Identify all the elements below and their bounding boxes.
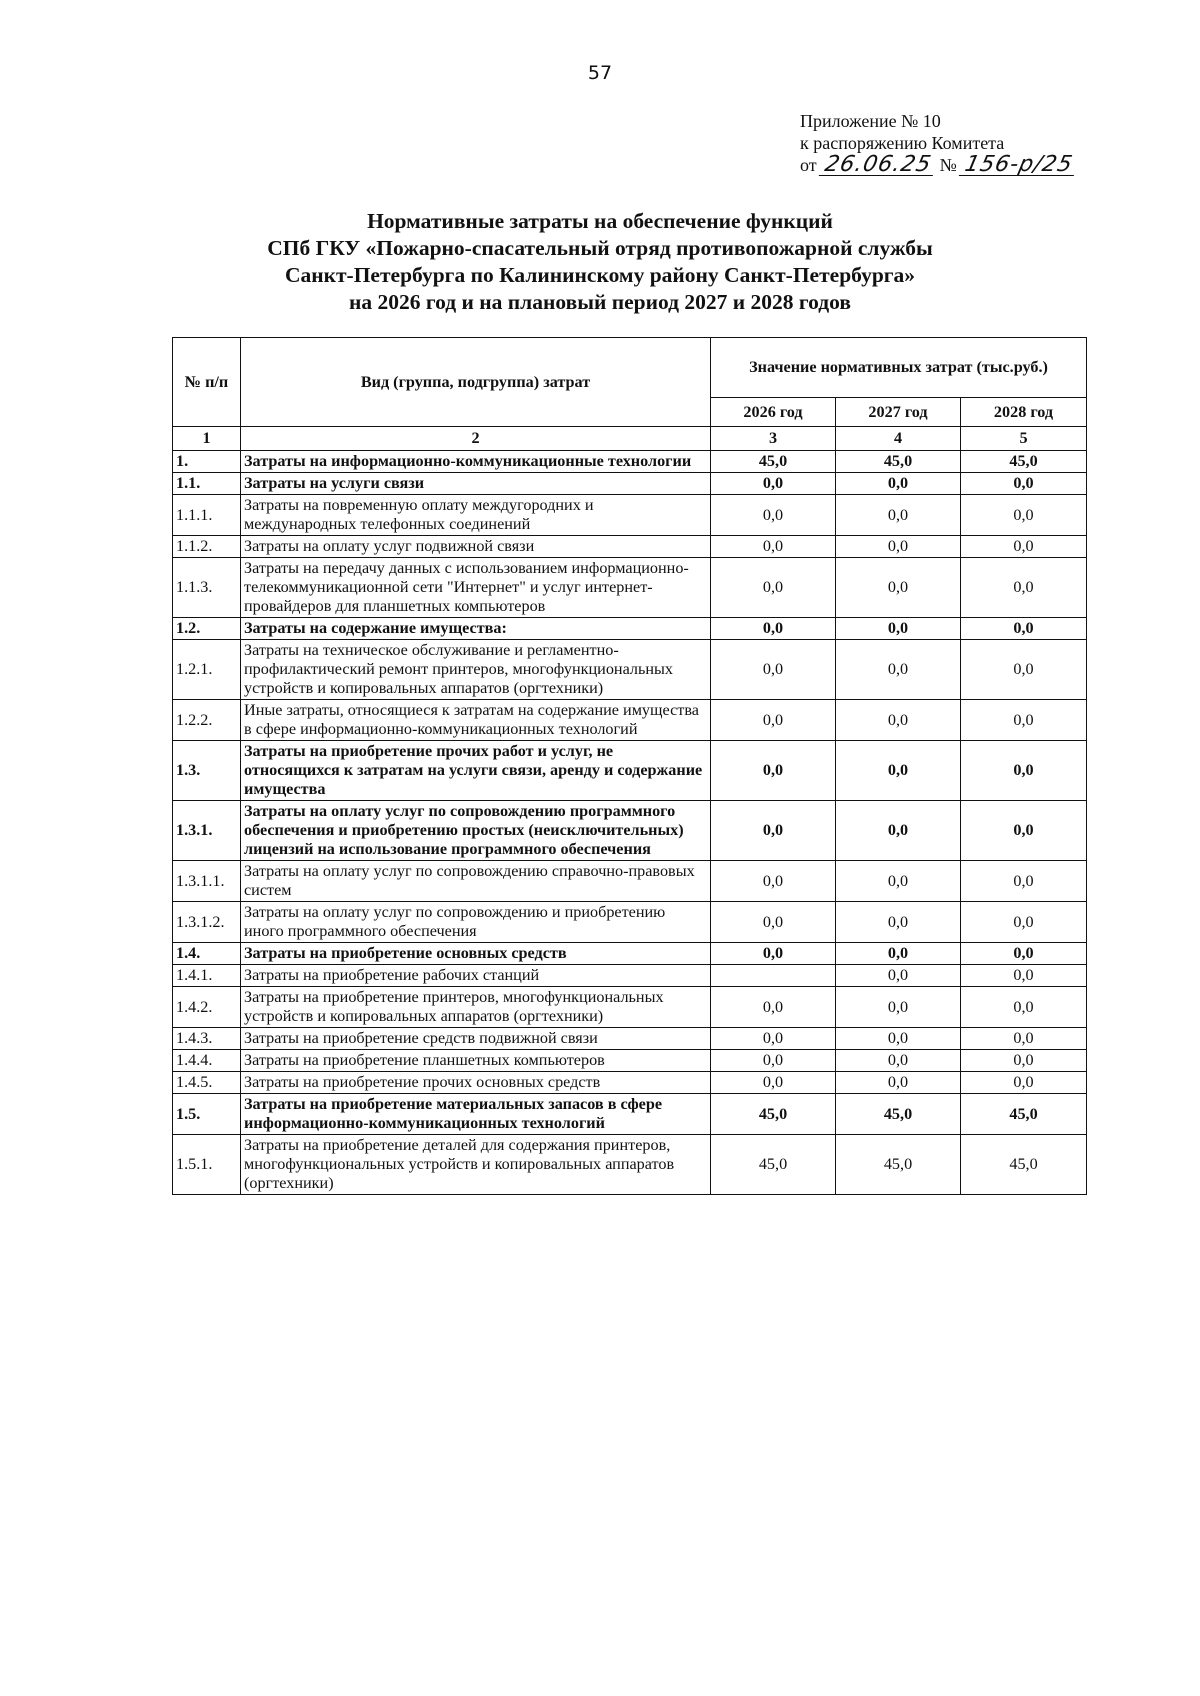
row-name: Затраты на приобретение основных средств [241,943,711,965]
row-name: Иные затраты, относящиеся к затратам на содержание имущества в сфере информационно-коммуникационных технологий [241,700,711,741]
row-name: Затраты на приобретение материальных запасов в сфере информационно-коммуникационных технологий [241,1094,711,1135]
value-2028: 0,0 [961,1050,1087,1072]
value-2026: 0,0 [711,1072,836,1094]
value-2026: 0,0 [711,618,836,640]
table-row [173,741,1087,801]
value-2027: 0,0 [836,943,961,965]
value-2027: 0,0 [836,801,961,861]
column-index: 3 [711,427,836,451]
table-row [173,943,1087,965]
row-number: 1.1.3. [173,558,241,618]
value-2028: 0,0 [961,902,1087,943]
value-2028: 0,0 [961,640,1087,700]
value-2026: 0,0 [711,902,836,943]
value-2026: 0,0 [711,741,836,801]
appendix-date-number [800,154,1077,176]
value-2026: 0,0 [711,1028,836,1050]
row-name: Затраты на оплату услуг по сопровождению справочно-правовых систем [241,861,711,902]
value-2028: 0,0 [961,741,1087,801]
value-2026: 0,0 [711,987,836,1028]
row-number: 1.4.5. [173,1072,241,1094]
row-number: 1.2.2. [173,700,241,741]
value-2026: 0,0 [711,473,836,495]
value-2028: 45,0 [961,1135,1087,1195]
value-2026: 0,0 [711,1050,836,1072]
row-number: 1.4.2. [173,987,241,1028]
value-2028: 45,0 [961,1094,1087,1135]
row-number: 1.3. [173,741,241,801]
row-number: 1.2.1. [173,640,241,700]
row-number: 1.3.1. [173,801,241,861]
value-2028: 0,0 [961,495,1087,536]
table-row [173,1135,1087,1195]
row-name: Затраты на приобретение деталей для содержания принтеров, многофункциональных устройств и копировальных аппаратов (оргтехники) [241,1135,711,1195]
value-2026: 0,0 [711,558,836,618]
date-prefix: от [800,155,817,175]
table-row [173,861,1087,902]
header-2028: 2028 год [961,398,1087,427]
appendix-reference: к распоряжению Комитета [800,133,1005,153]
row-number: 1.5.1. [173,1135,241,1195]
header-2026: 2026 год [711,398,836,427]
row-number: 1.4. [173,943,241,965]
column-index: 4 [836,427,961,451]
value-2026: 45,0 [711,1135,836,1195]
row-name: Затраты на передачу данных с использованием информационно-телекоммуникационной сети "Интернет" и услуг интернет-провайдеров для планшетных компьютеров [241,558,711,618]
value-2028: 0,0 [961,965,1087,987]
value-2028: 0,0 [961,618,1087,640]
value-2028: 0,0 [961,558,1087,618]
table-row [173,495,1087,536]
value-2028: 0,0 [961,943,1087,965]
value-2027: 0,0 [836,640,961,700]
row-name: Затраты на приобретение принтеров, многофункциональных устройств и копировальных аппаратов (оргтехники) [241,987,711,1028]
row-name: Затраты на оплату услуг по сопровождению программного обеспечения и приобретению простых (неисключительных) лицензий на использование программного обеспечения [241,801,711,861]
value-2027: 45,0 [836,1094,961,1135]
value-2026: 0,0 [711,536,836,558]
table-row [173,618,1087,640]
value-2026 [711,965,836,987]
row-number: 1.2. [173,618,241,640]
row-name: Затраты на информационно-коммуникационные технологии [241,451,711,473]
table-row [173,1050,1087,1072]
row-name: Затраты на приобретение планшетных компьютеров [241,1050,711,1072]
table-row [173,451,1087,473]
value-2027: 45,0 [836,1135,961,1195]
value-2026: 45,0 [711,1094,836,1135]
header-kind: Вид (группа, подгруппа) затрат [241,338,711,427]
row-name: Затраты на услуги связи [241,473,711,495]
value-2027: 0,0 [836,558,961,618]
table-row [173,473,1087,495]
table-row [173,801,1087,861]
value-2026: 45,0 [711,451,836,473]
row-number: 1.1.2. [173,536,241,558]
handwritten-date: 26.06.25 [819,155,937,176]
value-2028: 0,0 [961,987,1087,1028]
table-row [173,558,1087,618]
value-2027: 0,0 [836,902,961,943]
column-index: 5 [961,427,1087,451]
norm-costs-table [172,337,1087,1195]
table-row [173,640,1087,700]
appendix-block [800,110,1077,176]
value-2027: 0,0 [836,495,961,536]
value-2028: 0,0 [961,700,1087,741]
value-2027: 45,0 [836,451,961,473]
row-name: Затраты на техническое обслуживание и регламентно-профилактический ремонт принтеров, многофункциональных устройств и копировальных аппаратов (оргтехники) [241,640,711,700]
value-2027: 0,0 [836,741,961,801]
appendix-title: Приложение № 10 [800,111,941,131]
header-num: № п/п [173,338,241,427]
value-2028: 0,0 [961,1072,1087,1094]
value-2027: 0,0 [836,473,961,495]
row-number: 1.4.4. [173,1050,241,1072]
value-2027: 0,0 [836,1028,961,1050]
row-number: 1.1. [173,473,241,495]
value-2026: 0,0 [711,700,836,741]
number-prefix: № [939,155,957,175]
row-number: 1.3.1.2. [173,902,241,943]
row-name: Затраты на приобретение рабочих станций [241,965,711,987]
table-row [173,700,1087,741]
row-name: Затраты на оплату услуг подвижной связи [241,536,711,558]
value-2027: 0,0 [836,700,961,741]
table-row [173,965,1087,987]
header-values-group: Значение нормативных затрат (тыс.руб.) [711,338,1087,398]
value-2026: 0,0 [711,640,836,700]
title-line-4: на 2026 год и на плановый период 2027 и 2028 годов [349,290,851,314]
value-2027: 0,0 [836,965,961,987]
row-number: 1.3.1.1. [173,861,241,902]
value-2028: 0,0 [961,536,1087,558]
row-number: 1.4.1. [173,965,241,987]
row-number: 1.4.3. [173,1028,241,1050]
column-index: 1 [173,427,241,451]
value-2026: 0,0 [711,801,836,861]
table-body [173,427,1087,1195]
value-2026: 0,0 [711,943,836,965]
table-row [173,1094,1087,1135]
title-line-2: СПб ГКУ «Пожарно-спасательный отряд противопожарной службы [267,236,933,260]
value-2027: 0,0 [836,987,961,1028]
row-number: 1.5. [173,1094,241,1135]
table-row [173,987,1087,1028]
value-2027: 0,0 [836,1050,961,1072]
row-name: Затраты на приобретение прочих основных средств [241,1072,711,1094]
row-name: Затраты на приобретение прочих работ и услуг, не относящихся к затратам на услуги связи, аренду и содержание имущества [241,741,711,801]
row-name: Затраты на содержание имущества: [241,618,711,640]
row-number: 1. [173,451,241,473]
column-index-row [173,427,1087,451]
row-name: Затраты на оплату услуг по сопровождению и приобретению иного программного обеспечения [241,902,711,943]
row-number: 1.1.1. [173,495,241,536]
value-2027: 0,0 [836,861,961,902]
value-2028: 0,0 [961,861,1087,902]
value-2027: 0,0 [836,618,961,640]
value-2027: 0,0 [836,1072,961,1094]
value-2026: 0,0 [711,495,836,536]
document-title [150,208,1050,316]
value-2028: 45,0 [961,451,1087,473]
header-2027: 2027 год [836,398,961,427]
value-2028: 0,0 [961,1028,1087,1050]
value-2028: 0,0 [961,801,1087,861]
handwritten-number: 156-р/25 [959,155,1079,176]
row-name: Затраты на приобретение средств подвижной связи [241,1028,711,1050]
row-name: Затраты на повременную оплату междугородних и международных телефонных соединений [241,495,711,536]
table-row [173,902,1087,943]
table-row [173,536,1087,558]
column-index: 2 [241,427,711,451]
value-2027: 0,0 [836,536,961,558]
title-line-1: Нормативные затраты на обеспечение функций [367,209,833,233]
table-row [173,1072,1087,1094]
table-row [173,1028,1087,1050]
title-line-3: Санкт-Петербурга по Калининскому району Санкт-Петербурга» [284,263,916,287]
value-2028: 0,0 [961,473,1087,495]
page-number: 57 [587,62,613,84]
value-2026: 0,0 [711,861,836,902]
